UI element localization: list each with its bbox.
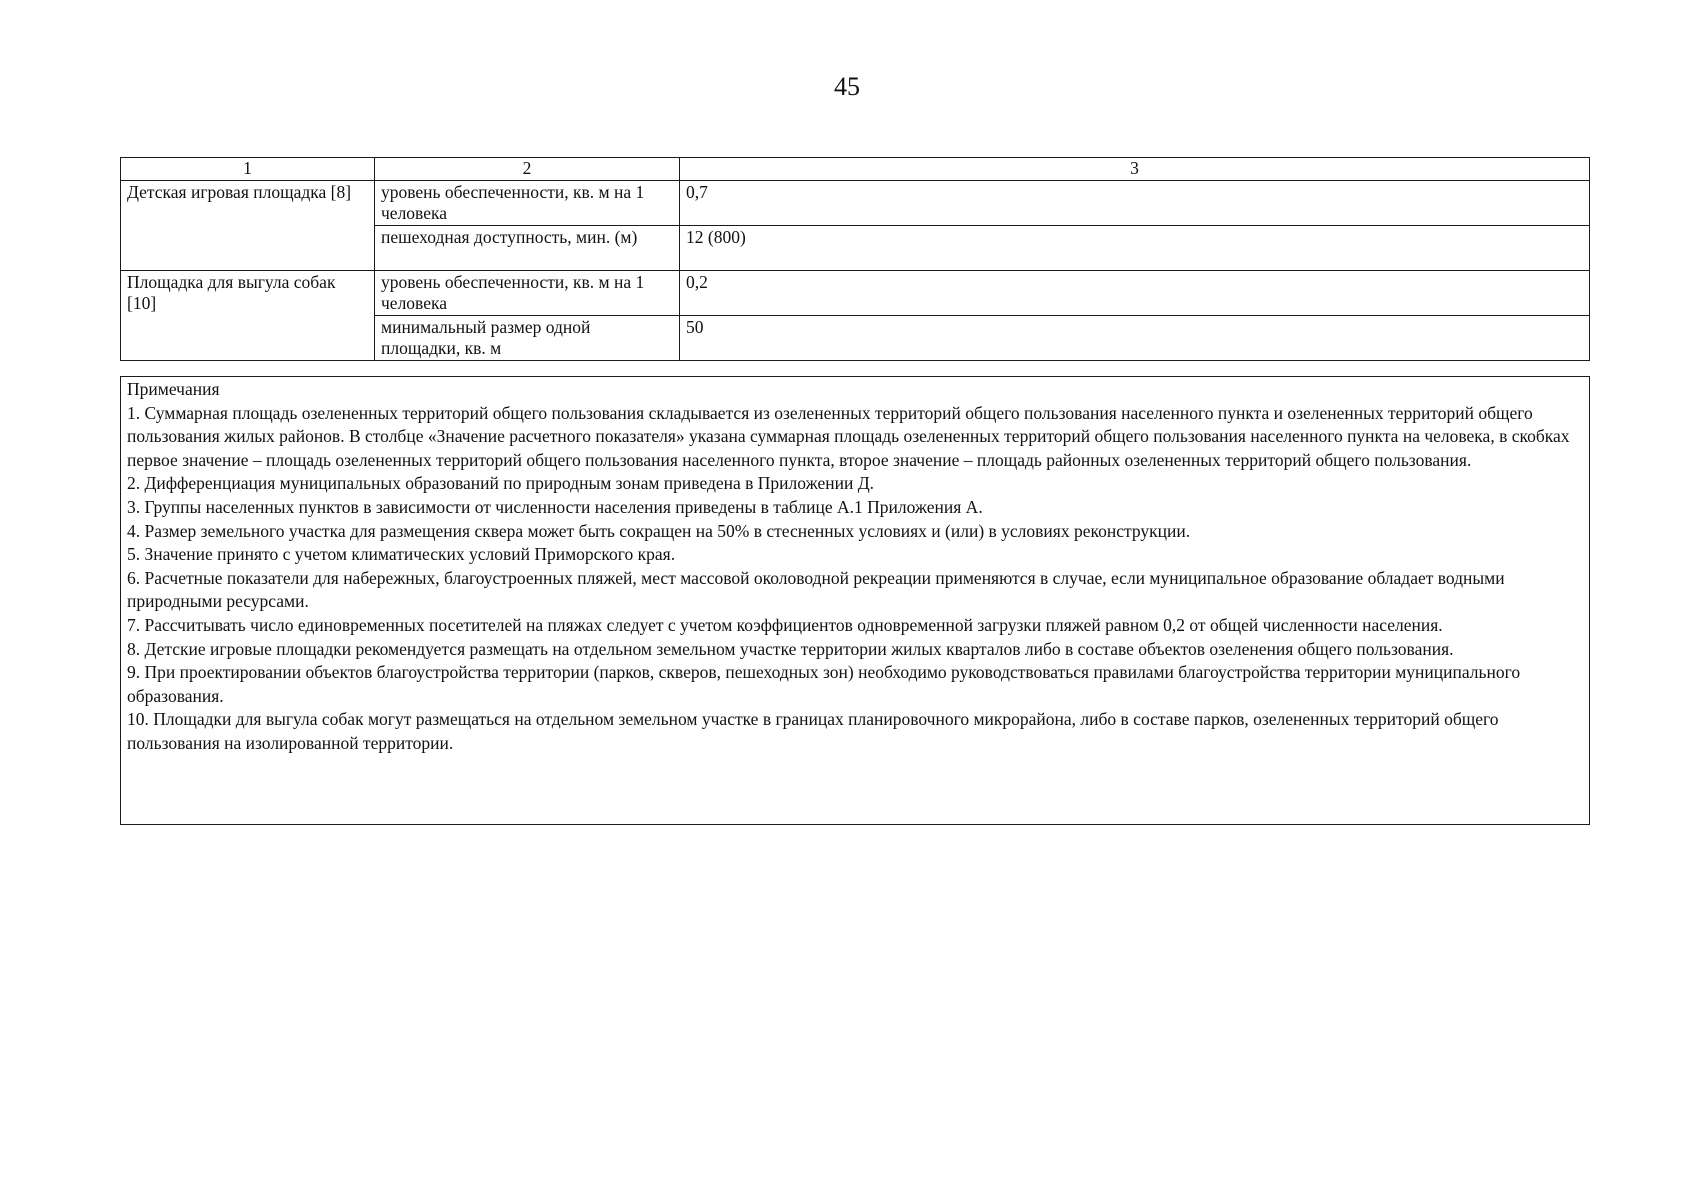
indicator-cell: минимальный размер одной площадки, кв. м (375, 316, 680, 361)
note-item: 3. Группы населенных пунктов в зависимости от численности населения приведены в таблице А.1 Приложения А. (127, 496, 983, 517)
note-item: 5. Значение принято с учетом климатических условий Приморского края. (127, 544, 676, 565)
indicator-cell: пешеходная доступность, мин. (м) (375, 226, 680, 271)
value-cell: 12 (800) (680, 226, 1590, 271)
page-number: 45 (834, 72, 860, 101)
indicator-cell: уровень обеспеченности, кв. м на 1 человека (375, 271, 680, 316)
note-item: 1. Суммарная площадь озелененных территорий общего пользования складывается из озелененных территорий общего пользования населенного пункта и озелененных территорий общего пользования жилых районов. В столбце «Значение расчетного показателя» указана суммарная площадь озелененных территорий общего пользования населенного пункта на человека, в скобках первое значение – площадь озелененных территорий общего пользования населенного пункта, второе значение – площадь районных озелененных территорий общего пользования. (127, 402, 1570, 470)
value-cell: 0,2 (680, 271, 1590, 316)
table-header-row (121, 158, 1590, 181)
notes-title: Примечания (127, 379, 220, 399)
object-name-cell: Детская игровая площадка [8] (121, 181, 375, 271)
note-item: 4. Размер земельного участка для размещения сквера может быть сокращен на 50% в стесненных условиях и (или) в условиях реконструкции. (127, 520, 1191, 541)
note-item: 7. Рассчитывать число единовременных посетителей на пляжах следует с учетом коэффициентов одновременной загрузки пляжей равном 0,2 от общей численности населения. (127, 614, 1443, 635)
note-item: 9. При проектировании объектов благоустройства территории (парков, скверов, пешеходных зон) необходимо руководствоваться правилами благоустройства территории муниципального образования. (127, 662, 1521, 706)
note-item: 10. Площадки для выгула собак могут размещаться на отдельном земельном участке в границах планировочного микрорайона, либо в составе парков, озелененных территорий общего пользования на изолированной территории. (127, 709, 1499, 753)
table-row (121, 181, 1590, 226)
column-number-2: 2 (375, 158, 680, 181)
column-number-3: 3 (680, 158, 1590, 181)
value-cell: 0,7 (680, 181, 1590, 226)
indicator-cell: уровень обеспеченности, кв. м на 1 человека (375, 181, 680, 226)
note-item: 2. Дифференциация муниципальных образований по природным зонам приведена в Приложении Д. (127, 473, 875, 494)
table-row (121, 271, 1590, 316)
object-name-cell: Площадка для выгула собак [10] (121, 271, 375, 361)
norms-table (120, 157, 1590, 361)
value-cell: 50 (680, 316, 1590, 361)
note-item: 8. Детские игровые площадки рекомендуется размещать на отдельном земельном участке территории жилых кварталов либо в составе объектов озеленения общего пользования. (127, 638, 1454, 659)
note-item: 6. Расчетные показатели для набережных, благоустроенных пляжей, мест массовой околоводной рекреации применяются в случае, если муниципальное образование обладает водными природными ресурсами. (127, 567, 1505, 612)
column-number-1: 1 (121, 158, 375, 181)
notes-box (120, 376, 1590, 825)
